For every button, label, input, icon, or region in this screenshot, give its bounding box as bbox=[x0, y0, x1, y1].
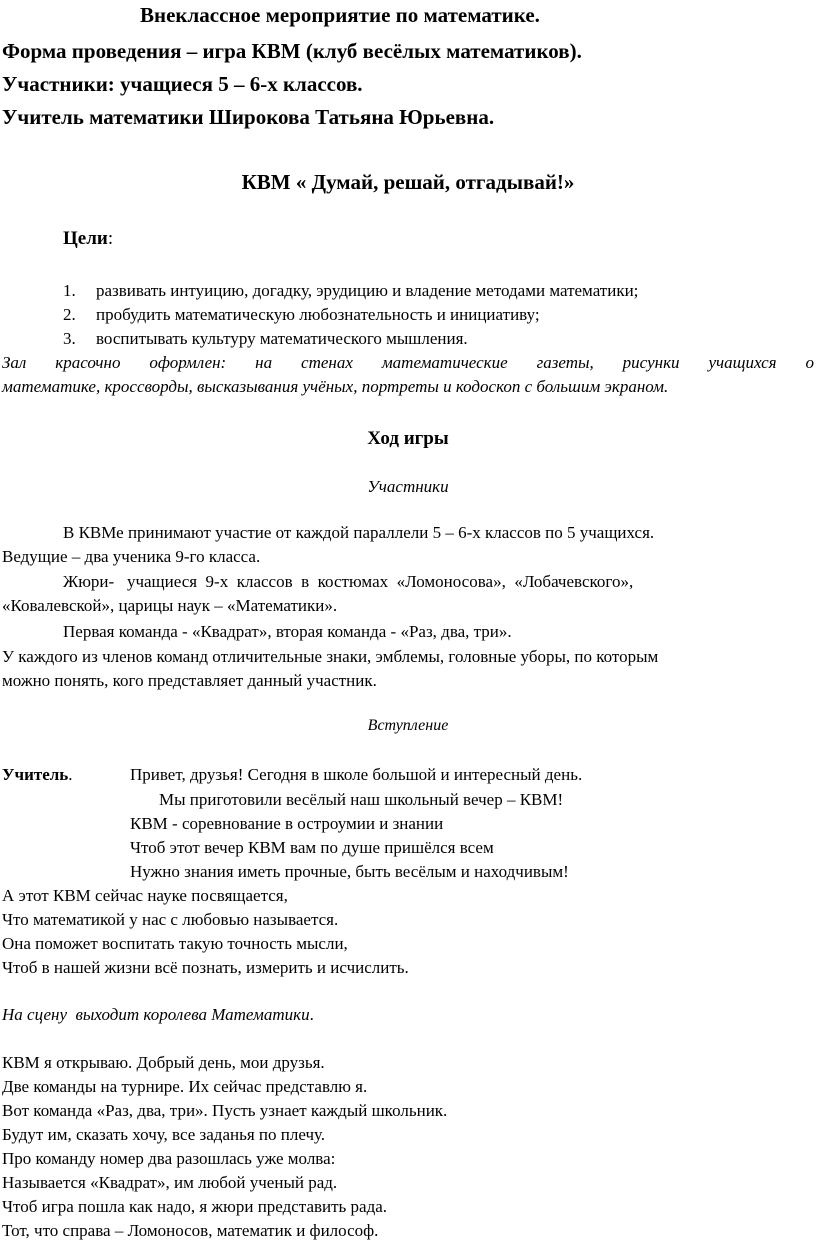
participants-text: Ведущие – два ученика 9-го класса. bbox=[2, 547, 261, 566]
verse-line: Чтоб этот вечер КВМ вам по душе пришёлся всем bbox=[130, 838, 494, 857]
goals-colon: : bbox=[107, 228, 114, 249]
goal-text: развивать интуицию, догадку, эрудицию и владение методами математики; bbox=[96, 281, 639, 300]
goal-text: пробудить математическую любознательность и инициативу; bbox=[96, 305, 540, 324]
goal-number: 2. bbox=[63, 305, 76, 324]
queen-verse-line: Про команду номер два разошлась уже молва: bbox=[2, 1149, 336, 1168]
speaker-label-wrap bbox=[2, 765, 73, 785]
hall-note-line-1: Зал красочно оформлен: на стенах математические газеты, рисунки учащихся о bbox=[2, 353, 814, 372]
game-heading: Ход игры bbox=[367, 428, 449, 449]
participants-heading: Участники bbox=[367, 477, 449, 496]
verse-line: Что математикой у нас с любовью называется. bbox=[2, 910, 339, 929]
speaker-label: Учитель bbox=[2, 765, 69, 784]
stage-note-dot: . bbox=[309, 1005, 314, 1024]
event-title: КВМ « Думай, решай, отгадывай!» bbox=[241, 170, 575, 194]
goal-number: 3. bbox=[63, 329, 76, 348]
verse-line: КВМ - соревнование в остроумии и знании bbox=[130, 814, 444, 833]
queen-verse-line: Чтоб игра пошла как надо, я жюри представить рада. bbox=[2, 1197, 388, 1216]
jury-text: Жюри- учащиеся 9-х классов в костюмах «Ломоносова», «Лобачевского», bbox=[63, 572, 634, 591]
verse-line: Привет, друзья! Сегодня в школе большой и интересный день. bbox=[130, 765, 583, 784]
stage-note: На сцену выходит королева Математики bbox=[2, 1005, 310, 1024]
doc-header-line-4: Учитель математики Широкова Татьяна Юрьевна. bbox=[2, 105, 495, 129]
jury-text: «Ковалевской», царицы наук – «Математики». bbox=[2, 596, 338, 615]
queen-verse-line: Вот команда «Раз, два, три». Пусть узнает каждый школьник. bbox=[2, 1101, 448, 1120]
goal-number: 1. bbox=[63, 281, 76, 300]
goals-heading-wrap bbox=[63, 228, 113, 250]
insignia-text: можно понять, кого представляет данный участник. bbox=[2, 671, 377, 690]
goals-heading: Цели bbox=[63, 228, 108, 249]
queen-verse-line: Будут им, сказать хочу, все заданья по плечу. bbox=[2, 1125, 326, 1144]
verse-line: Она поможет воспитать такую точность мысли, bbox=[2, 934, 348, 953]
doc-header-line-1: Внеклассное мероприятие по математике. bbox=[140, 3, 540, 27]
intro-heading: Вступление bbox=[367, 717, 449, 734]
hall-note-line-2: математике, кроссворды, высказывания учёных, портреты и кодоскоп с большим экраном. bbox=[2, 377, 669, 396]
queen-verse-line: Две команды на турнире. Их сейчас представлю я. bbox=[2, 1077, 368, 1096]
verse-line: Чтоб в нашей жизни всё познать, измерить и исчислить. bbox=[2, 958, 409, 977]
speaker-dot: . bbox=[68, 765, 73, 784]
doc-header-line-2: Форма проведения – игра КВМ (клуб весёлых математиков). bbox=[2, 39, 582, 63]
stage-note-wrap bbox=[2, 1005, 314, 1025]
participants-text: В КВМе принимают участие от каждой параллели 5 – 6-х классов по 5 учащихся. bbox=[63, 523, 655, 542]
verse-line: Нужно знания иметь прочные, быть весёлым и находчивым! bbox=[130, 862, 569, 881]
verse-line: Мы приготовили весёлый наш школьный вечер – КВМ! bbox=[159, 790, 564, 809]
insignia-text: У каждого из членов команд отличительные знаки, эмблемы, головные уборы, по которым bbox=[2, 647, 659, 666]
goal-text: воспитывать культуру математического мышления. bbox=[96, 329, 468, 348]
queen-verse-line: КВМ я открываю. Добрый день, мои друзья. bbox=[2, 1053, 325, 1072]
doc-header-line-3: Участники: учащиеся 5 – 6-х классов. bbox=[2, 72, 363, 96]
teams-text: Первая команда - «Квадрат», вторая команда - «Раз, два, три». bbox=[63, 622, 512, 641]
queen-verse-line: Называется «Квадрат», им любой ученый рад. bbox=[2, 1173, 338, 1192]
verse-line: А этот КВМ сейчас науке посвящается, bbox=[2, 886, 288, 905]
queen-verse-line: Тот, что справа – Ломоносов, математик и философ. bbox=[2, 1221, 379, 1240]
